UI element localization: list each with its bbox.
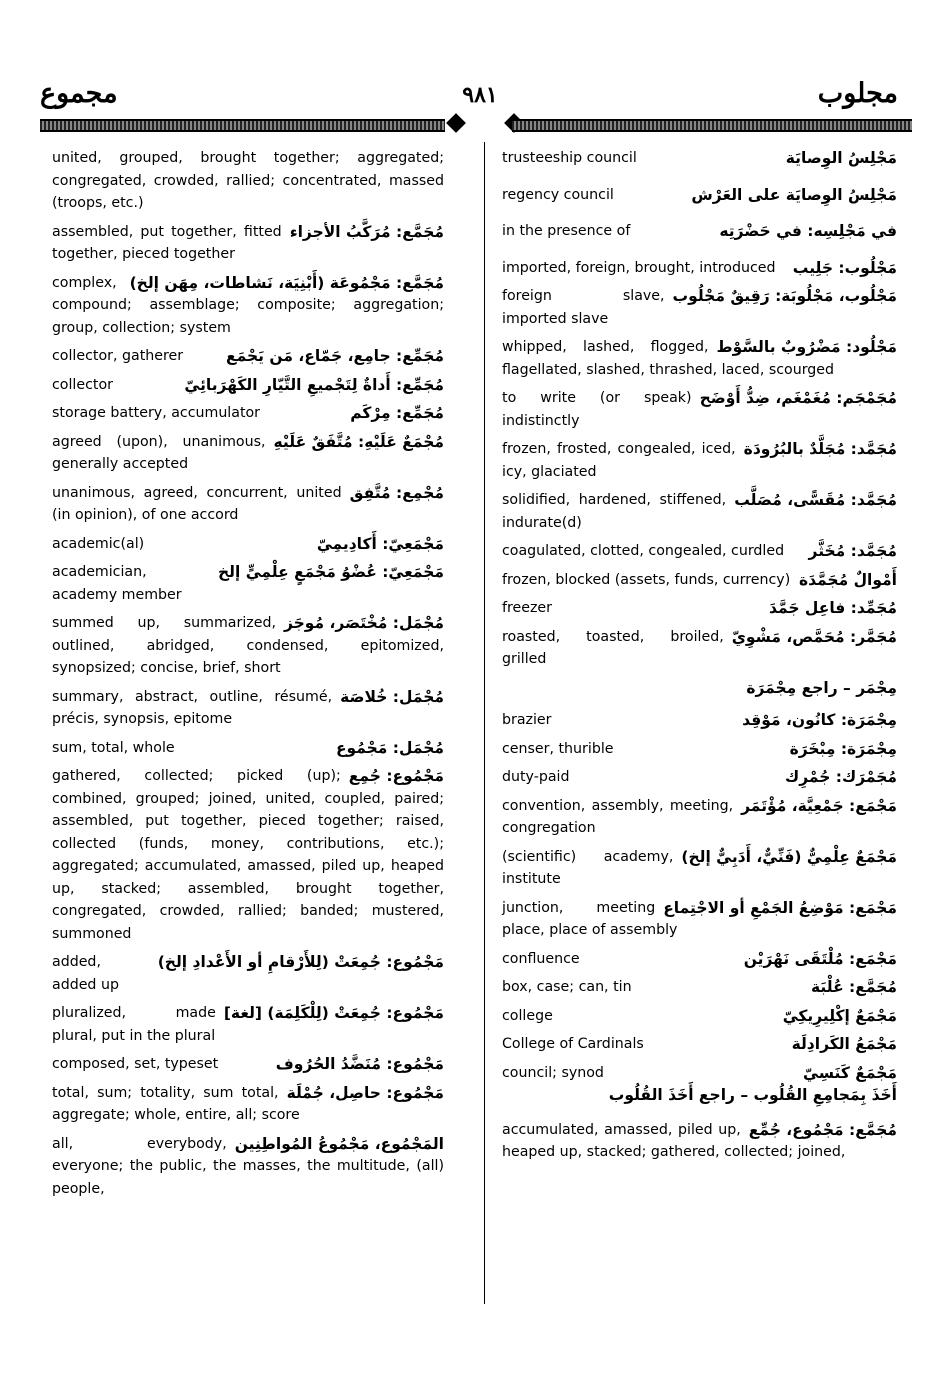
arabic-headword: المَجْمُوع، مَجْمُوعُ المُواطِنِين <box>234 1134 444 1153</box>
arabic-headword: مَجْمُوع: حاصِل، جُمْلَة <box>286 1083 444 1102</box>
english-definition: solidified, hardened, stiffened, indurate(d) <box>502 492 727 531</box>
english-definition: united, grouped, brought together; aggregated; congregated, crowded, rallied; concentrated, massed (troops, etc.) <box>52 150 444 211</box>
english-definition: gathered, collected; picked (up); combined, grouped; joined, united, coupled, paired; assembled, put together, pieced together; raised, collected (funds, money, contributions, etc.); aggregated; accumulated, amassed, piled up, heaped up, stacked; assembled, brought together, congregated, crowded, rallied; banded; mustered, summoned <box>52 768 444 942</box>
arabic-headword: مَجْمَع: مُلْتَقَى نَهْرَيْن <box>743 949 897 968</box>
english-definition: sum, total, whole <box>52 739 175 756</box>
dictionary-entry <box>52 431 444 476</box>
arabic-headword: مُجَمَّع: مَجْمُوعَة (أَبْنِيَة، نَشاطات، مِهَن إلخ) <box>129 273 444 292</box>
dictionary-entry <box>502 1119 897 1164</box>
arabic-headword: مَجْلُوب، مَجْلُوبَة: رَقِيقٌ مَجْلُوب <box>672 287 897 305</box>
arabic-headword: مَجْمُوع: جُمِعَتْ (لِلْكَلِمَة) [لغة] <box>223 1004 444 1022</box>
english-definition: academic(al) <box>52 535 145 552</box>
arabic-headword: مَجْمَعٌ كَنَسِيّ <box>803 1063 897 1082</box>
english-definition: censer, thurible <box>502 740 614 757</box>
dictionary-entry <box>502 795 897 840</box>
arabic-cross-reference: أَخَذَ بِمَجامِعِ القُلُوب – راجع أَخَذَ القُلُوب <box>608 1086 897 1104</box>
arabic-headword: مُجْمِع: مُتَّفِق <box>349 483 444 502</box>
running-head-left: مجموع <box>40 78 118 109</box>
dictionary-entry <box>502 1062 897 1085</box>
english-definition: freezer <box>502 600 552 616</box>
dictionary-entry <box>502 709 897 732</box>
english-definition: trusteeship council <box>502 150 637 166</box>
dictionary-entry <box>52 345 444 368</box>
ornament-band-left <box>40 119 445 132</box>
arabic-headword: مَجْلُوب: جَلِيب <box>792 258 897 277</box>
dictionary-entry <box>502 1033 897 1056</box>
arabic-headword: مُجَمِّد: فاعِل جَمَّدَ <box>768 599 897 617</box>
column-divider <box>484 142 485 1304</box>
dictionary-entry <box>52 612 444 680</box>
dictionary-entry <box>52 272 444 340</box>
arabic-headword: مُجَمَّر: مُحَمَّص، مَشْوِيّ <box>731 627 897 646</box>
right-column <box>502 147 897 1164</box>
arabic-headword: مُجَمَّع: مُرَكَّبُ الأجزاء <box>289 222 444 241</box>
arabic-headword: مُجَمَّد: مُقَسًّى، مُصَلَّب <box>734 491 897 509</box>
english-definition: college <box>502 1007 553 1024</box>
arabic-headword: مَجْلِسُ الوِصايَة على العَرْش <box>691 185 897 204</box>
arabic-headword: مُجْمَل: مُخْتَصَر، مُوجَز <box>283 614 444 632</box>
dictionary-entry <box>502 540 897 563</box>
diamond-ornament-left <box>446 113 466 133</box>
english-definition: summary, abstract, outline, résumé, précis, synopsis, epitome <box>52 688 333 727</box>
dictionary-entry <box>502 597 897 620</box>
dictionary-entry <box>502 738 897 761</box>
dictionary-entry <box>52 1082 444 1127</box>
left-column <box>52 147 444 1200</box>
english-definition: to write (or speak) indistinctly <box>502 390 692 429</box>
dictionary-entry <box>502 489 897 534</box>
ornament-band-right <box>512 119 912 132</box>
english-definition: box, case; can, tin <box>502 979 632 995</box>
arabic-headword: مُجَمْجَم: مُغَمْغَم، ضِدُّ أَوْضَح <box>699 389 897 407</box>
dictionary-entry <box>52 561 444 606</box>
dictionary-entry <box>502 387 897 432</box>
dictionary-entry <box>52 951 444 996</box>
english-definition: coagulated, clotted, congealed, curdled <box>502 543 785 559</box>
english-definition: duty-paid <box>502 769 570 785</box>
dictionary-entry <box>502 948 897 971</box>
dictionary-entry <box>502 846 897 891</box>
arabic-headword: مَجْمَعِيّ: عُضْوُ مَجْمَعٍ عِلْمِيٍّ إلخ <box>218 563 444 581</box>
english-definition: complex, compound; assemblage; composite; aggregation; group, collection; system <box>52 274 444 336</box>
dictionary-entry <box>502 766 897 789</box>
english-definition: (scientific) academy, institute <box>502 848 674 887</box>
english-definition: storage battery, accumulator <box>52 405 261 421</box>
arabic-headword: مَجْلِسُ الوِصايَة <box>785 149 897 167</box>
english-definition: regency council <box>502 186 614 203</box>
dictionary-entry <box>52 737 444 760</box>
arabic-headword: مَجْمُوع: جُمِعَتْ (لِلأَرْقامِ أو الأَعْدادِ إلخ) <box>157 953 444 971</box>
dictionary-entry <box>502 438 897 483</box>
english-definition: brazier <box>502 712 552 728</box>
english-definition: in the presence of <box>502 223 631 239</box>
arabic-headword: مُجَمَّد: مُجَلَّدٌ بالبُرُودَة <box>743 440 897 458</box>
english-definition: whipped, lashed, flogged, flagellated, slashed, thrashed, laced, scourged <box>502 339 835 378</box>
english-definition: composed, set, typeset <box>52 1056 219 1072</box>
arabic-headword: مَجْمَعِيّ: أَكادِيمِيّ <box>316 534 444 553</box>
english-definition: agreed (upon), unanimous, generally accepted <box>52 433 266 472</box>
arabic-headword: مُجَمَّع: مَجْمُوع، جُمِّع <box>748 1120 897 1139</box>
arabic-headword: مَجْمَعٌ عِلْمِيٌّ (فَنِّيٌّ، أَدَبِيٌّ إلخ) <box>681 847 897 866</box>
english-definition: summed up, summarized, outlined, abridged, condensed, epitomized, synopsized; concise, brief, short <box>52 615 444 676</box>
page-number: ٩٨١ <box>462 82 498 108</box>
arabic-headword: مُجْمَعٌ عَلَيْهِ: مُتَّفَقٌ عَلَيْهِ <box>273 432 444 451</box>
arabic-headword: مُجَمِّع: جامِع، جَمّاع، مَن يَجْمَع <box>226 347 444 365</box>
dictionary-entry <box>52 765 444 945</box>
arabic-headword: مَجْلُود: مَضْرُوبٌ بالسَّوْط <box>716 338 897 356</box>
arabic-headword: مُجَمِّع: مِرْكَم <box>350 404 444 422</box>
english-definition: added, added up <box>52 954 119 993</box>
arabic-headword: في مَجْلِسِه: في حَضْرَتِه <box>719 222 897 240</box>
arabic-headword: أَمْوالٌ مُجَمَّدَة <box>798 570 897 589</box>
dictionary-entry <box>52 533 444 556</box>
arabic-headword: مَجْمَعٌ إكْلِيرِيكِيّ <box>782 1006 897 1025</box>
english-definition: College of Cardinals <box>502 1036 644 1052</box>
english-definition: total, sum; totality, sum total, aggregate; whole, entire, all; score <box>52 1084 300 1123</box>
dictionary-entry <box>52 147 444 215</box>
dictionary-entry <box>52 1053 444 1076</box>
dictionary-entry <box>502 220 897 243</box>
arabic-headword: مَجْمَع: مَوْضِعُ الجَمْعِ أو الاجْتِماع <box>663 898 897 917</box>
english-definition: academician, academy member <box>52 564 182 603</box>
dictionary-entry <box>502 976 897 999</box>
dictionary-entry <box>502 1005 897 1028</box>
english-definition: collector, gatherer <box>52 348 184 364</box>
dictionary-entry <box>502 285 897 330</box>
dictionary-entry <box>502 184 897 207</box>
arabic-headword: مَجْمُوع: جُمِع <box>348 767 444 785</box>
dictionary-entry <box>52 402 444 425</box>
english-definition: confluence <box>502 950 580 967</box>
arabic-headword: مُجَمْرَك: جُمْرِك <box>784 768 897 786</box>
arabic-headword: مَجْمَعُ الكَرادِلَة <box>791 1035 897 1053</box>
arabic-cross-reference: مِجْمَر – راجع مِجْمَرَة <box>746 678 897 697</box>
arabic-headword: مَجْمُوع: مُنَضَّدُ الحُرُوف <box>275 1055 444 1073</box>
english-definition: all, everybody, everyone; the public, the masses, the multitude, (all) people, <box>52 1135 444 1197</box>
english-definition: convention, assembly, meeting, congregation <box>502 797 734 836</box>
english-definition: junction, meeting place, place of assembly <box>502 899 678 938</box>
english-definition: council; synod <box>502 1064 604 1081</box>
english-definition: frozen, frosted, congealed, iced, icy, glaciated <box>502 441 736 480</box>
dictionary-entry <box>502 257 897 280</box>
dictionary-entry <box>502 897 897 942</box>
english-definition: foreign slave, imported slave <box>502 288 665 327</box>
english-definition: unanimous, agreed, concurrent, united (in opinion), of one accord <box>52 484 342 523</box>
arabic-headword: مُجَمَّع: عُلْبَة <box>811 978 897 996</box>
dictionary-entry <box>52 686 444 731</box>
english-definition: pluralized, made plural, put in the plural <box>52 1005 216 1044</box>
dictionary-entry <box>502 336 897 381</box>
arabic-headword: مَجْمَع: جَمْعِيَّة، مُؤْتَمَر <box>741 796 897 815</box>
arabic-headword: مِجْمَرَة: كانُون، مَوْقِد <box>742 711 897 729</box>
english-definition: collector <box>52 376 113 393</box>
english-definition: imported, foreign, brought, introduced <box>502 259 776 276</box>
dictionary-entry <box>52 1002 444 1047</box>
dictionary-entry <box>52 221 444 266</box>
arabic-headword: مُجَمَّد: مُخَثَّر <box>808 542 897 560</box>
dictionary-entry <box>502 569 897 592</box>
english-definition: accumulated, amassed, piled up, heaped up, stacked; gathered, collected; joined, <box>502 1121 846 1160</box>
dictionary-entry <box>502 626 897 671</box>
arabic-headword: مُجْمَل: خُلاصَة <box>340 687 444 706</box>
dictionary-entry <box>502 147 897 170</box>
english-definition: roasted, toasted, broiled, grilled <box>502 628 724 667</box>
arabic-headword: مِجْمَرَة: مِبْخَرَة <box>789 739 897 758</box>
english-definition: frozen, blocked (assets, funds, currency) <box>502 571 791 588</box>
arabic-headword: مُجَمِّع: أَداةٌ لِتَجْميعِ التَّيّارِ الكَهْرَبائِيّ <box>184 375 444 394</box>
dictionary-entry <box>52 482 444 527</box>
running-head-right: مجلوب <box>817 78 898 109</box>
dictionary-entry <box>52 1133 444 1201</box>
dictionary-entry <box>52 374 444 397</box>
arabic-headword: مُجْمَل: مَجْمُوع <box>335 738 444 757</box>
english-definition: assembled, put together, fitted together, pieced together <box>52 223 282 262</box>
